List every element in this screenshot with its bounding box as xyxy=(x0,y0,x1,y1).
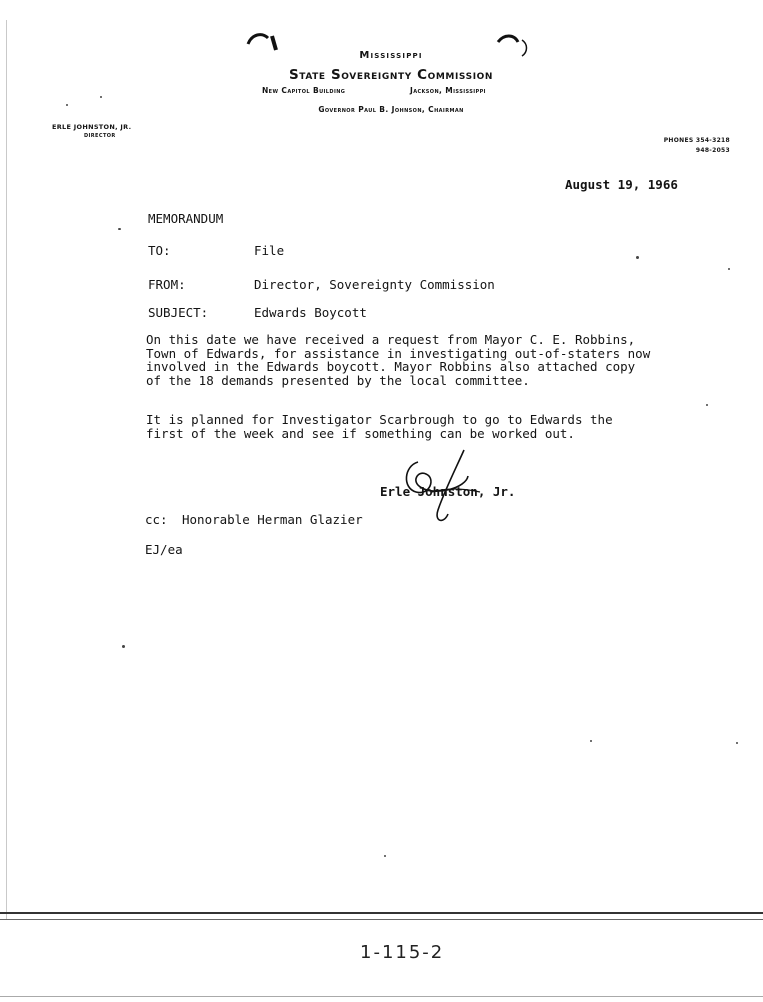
letterhead-address-left: New Capitol Building xyxy=(262,86,346,95)
bottom-edge-rule xyxy=(0,996,763,997)
to-value: File xyxy=(254,243,285,258)
paragraph-line: It is planned for Investigator Scarbrough to go to Edwards the xyxy=(146,412,613,427)
cc-value: Honorable Herman Glazier xyxy=(182,512,363,527)
scan-speck xyxy=(706,404,708,406)
from-value: Director, Sovereignty Commission xyxy=(254,277,495,292)
cc-label: cc: xyxy=(145,512,168,527)
handwritten-document-number: 1-115-2 xyxy=(360,942,445,963)
scan-speck xyxy=(118,228,121,230)
from-label: FROM: xyxy=(148,277,186,292)
scan-speck xyxy=(66,104,68,106)
scan-speck xyxy=(122,645,125,648)
body-paragraph-1 xyxy=(146,333,650,387)
scan-speck xyxy=(636,256,639,259)
paragraph-line: first of the week and see if something can be worked out. xyxy=(146,425,575,441)
paragraph-line: involved in the Edwards boycott. Mayor Robbins also attached copy xyxy=(146,359,636,375)
paragraph-line: On this date we have received a request from Mayor C. E. Robbins, xyxy=(146,332,636,347)
body-paragraph-2 xyxy=(146,413,613,440)
paragraph-line: of the 18 demands presented by the local committee. xyxy=(146,372,530,388)
letterhead-phone-1: PHONES 354-3218 xyxy=(663,137,730,144)
letterhead-director-title: DIRECTOR xyxy=(84,133,116,139)
signature-name: Erle Johnston, Jr. xyxy=(380,484,516,499)
letterhead-director-name: ERLE JOHNSTON, JR. xyxy=(52,123,132,131)
footer-rule xyxy=(0,912,763,914)
to-label: TO: xyxy=(148,243,171,258)
scan-speck xyxy=(384,855,386,857)
scan-speck xyxy=(100,96,102,98)
paragraph-line: Town of Edwards, for assistance in investigating out-of-staters now xyxy=(146,345,651,361)
letterhead-state: Mississippi xyxy=(359,50,423,61)
subject-label: SUBJECT: xyxy=(148,305,209,320)
page-edge xyxy=(6,20,7,920)
typist-initials: EJ/ea xyxy=(145,542,183,557)
letterhead-phone-2: 948-2053 xyxy=(695,147,730,154)
letterhead-address-right: Jackson, Mississippi xyxy=(410,86,486,95)
subject-value: Edwards Boycott xyxy=(254,305,367,320)
memo-date: August 19, 1966 xyxy=(565,177,678,192)
footer-rule-thin xyxy=(0,919,763,920)
memo-heading: MEMORANDUM xyxy=(148,211,224,226)
scan-speck xyxy=(590,740,592,742)
letterhead-governor: Governor Paul B. Johnson, Chairman xyxy=(318,105,464,114)
scan-speck xyxy=(728,268,730,270)
letterhead-commission: State Sovereignty Commission xyxy=(288,67,494,83)
scan-speck xyxy=(736,742,738,744)
